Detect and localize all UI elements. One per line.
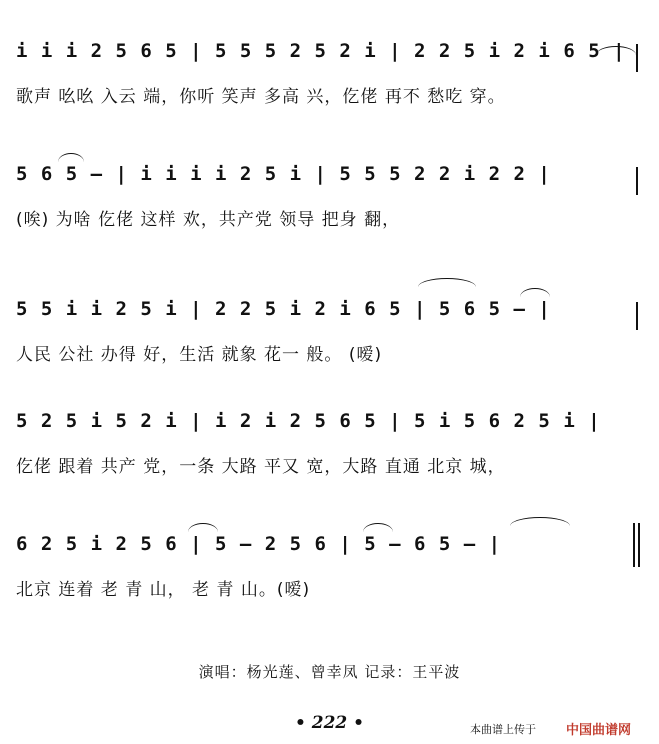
slur [520, 288, 550, 297]
notation-line: 5 2 5 i 5 2 i | i 2 i 2 5 6 5 | 5 i 5 6 2 5 i | [16, 410, 601, 432]
lyric-line: (唉) 为啥 仡佬 这样 欢，共产党 领导 把身 翻， [16, 210, 401, 230]
end-barline [636, 44, 638, 72]
notation-line: i i i 2 5 6 5 | 5 5 5 2 5 2 i | 2 2 5 i 2 i 6 5 | [16, 40, 626, 62]
notation-line: 6 2 5 i 2 5 6 | 5 – 2 5 6 | 5 – 6 5 – | [16, 533, 502, 555]
upload-notice: 本曲谱上传于 [470, 723, 536, 736]
slur [188, 523, 218, 532]
notation-line: 5 5 i i 2 5 i | 2 2 5 i 2 i 6 5 | 5 6 5 – | [16, 298, 551, 320]
lyric-line: 仡佬 跟着 共产 党，一条 大路 平又 宽，大路 直通 北京 城， [16, 457, 506, 477]
lyric-line: 歌声 吆吆 入云 端，你听 笑声 多高 兴，仡佬 再不 愁吃 穿。 [16, 87, 506, 107]
end-barline [638, 523, 640, 567]
slur [596, 46, 636, 55]
performer-credits: 演唱：杨光莲、曾幸凤 记录：王平波 [198, 663, 461, 681]
slur [363, 523, 393, 532]
end-barline [636, 167, 638, 195]
end-barline [633, 523, 635, 567]
site-logo: 中国曲谱网 [566, 723, 632, 738]
slur [58, 153, 84, 162]
lyric-line: 北京 连着 老 青 山， 老 青 山。(嗳) [16, 580, 311, 600]
lyric-line: 人民 公社 办得 好，生活 就象 花一 般。 (嗳) [16, 345, 383, 365]
slur [418, 278, 476, 287]
notation-line: 5 6 5 – | i i i i 2 5 i | 5 5 5 2 2 i 2 2 | [16, 163, 551, 185]
page-number: • 222 • [294, 713, 365, 733]
slur [510, 517, 570, 526]
end-barline [636, 302, 638, 330]
